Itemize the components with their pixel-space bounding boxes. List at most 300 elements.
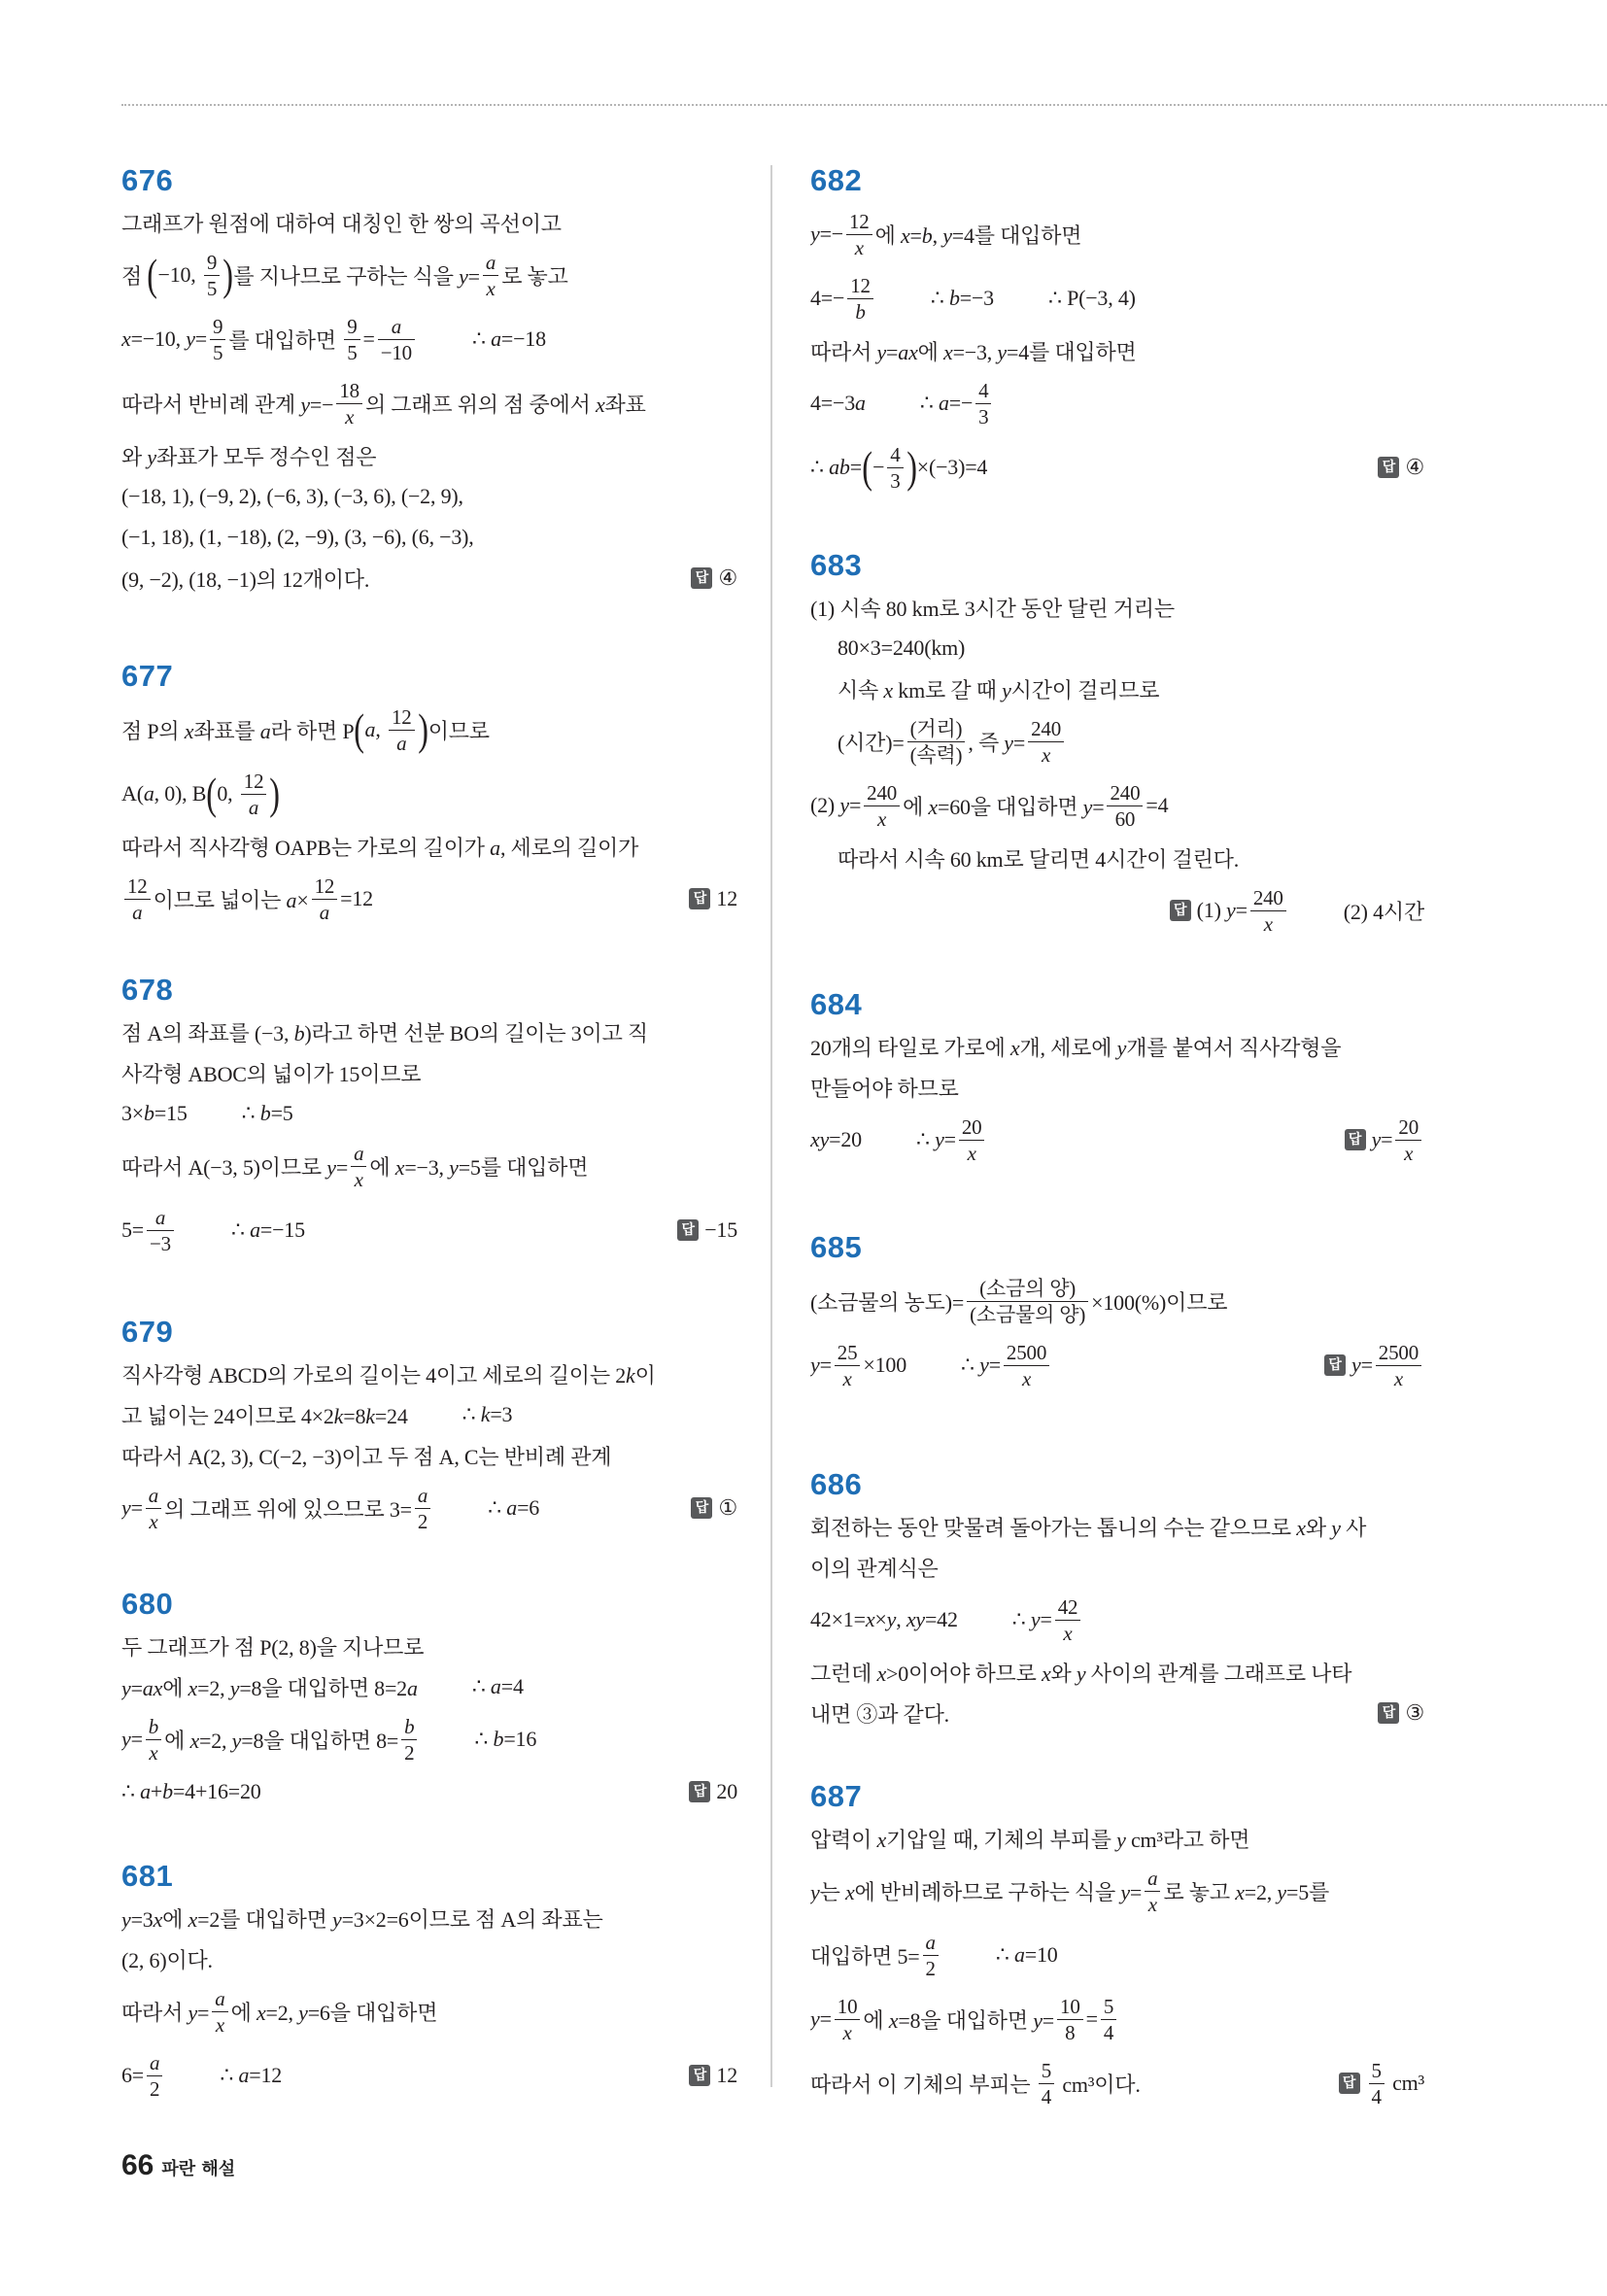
- text-run: 로 놓고: [501, 263, 568, 289]
- text-run: cm³이다.: [1057, 2072, 1141, 2097]
- math-variable: a: [148, 1483, 159, 1507]
- text-run: 20: [716, 1779, 737, 1803]
- math-variable: y: [1120, 1879, 1130, 1904]
- problem-number: 684: [810, 987, 863, 1021]
- problem-number: 683: [810, 548, 863, 582]
- fraction-denominator: 3: [887, 467, 903, 493]
- text-run: ∴ ab=: [810, 455, 862, 479]
- solution-line: [810, 2051, 1424, 2115]
- answer-badge: 답: [691, 1497, 712, 1519]
- text-run: 0,: [217, 781, 238, 805]
- math-variable: a: [140, 1779, 151, 1803]
- solution-line: [810, 266, 1424, 330]
- solution-line: [121, 1134, 737, 1198]
- math-variable: y: [188, 2000, 198, 2025]
- text-run: (−18, 1), (−9, 2), (−6, 3), (−3, 6), (−2, 9),: [121, 484, 463, 508]
- text-run: y는 x에 반비례하므로 구하는 식을 y=: [810, 1879, 1143, 1904]
- fraction-denominator: [124, 899, 151, 924]
- answer-badge: 답: [677, 1219, 699, 1241]
- text-run: 압력이 x기압일 때, 기체의 부피를 y cm³라고 하면: [810, 1827, 1250, 1852]
- text-run: 와 y좌표가 모두 정수인 점은: [121, 444, 377, 469]
- math-variable: y: [186, 326, 195, 351]
- fraction-denominator: [483, 275, 498, 300]
- text-run: (1) 시속 80 km로 3시간 동안 달린 거리는: [810, 596, 1175, 621]
- fraction-denominator: 5: [210, 339, 225, 364]
- solution-line: [121, 2043, 737, 2108]
- text-run: 점: [121, 263, 148, 289]
- fraction-numerator: 240: [1252, 885, 1283, 909]
- problem-685: [810, 1230, 1424, 1397]
- text-run: 를 대입하면: [228, 327, 342, 353]
- math-variable: a: [132, 900, 143, 924]
- math-variable: x: [215, 2012, 224, 2037]
- solution-line: [121, 243, 737, 307]
- text-run: 대입하면 5=: [810, 1943, 920, 1969]
- math-variable: y: [886, 1607, 897, 1631]
- fraction-denominator: 2: [923, 1955, 939, 1980]
- problem-686: [810, 1467, 1424, 1733]
- big-parenthesis: ): [906, 442, 917, 492]
- text-run: ∴ P(−3, 4): [1047, 286, 1136, 310]
- fraction: [1039, 2059, 1054, 2108]
- solution-line: [810, 1693, 1424, 1733]
- fraction: [1395, 1115, 1421, 1165]
- text-run: y=: [121, 1495, 143, 1520]
- text-run: 따라서 A(2, 3), C(−2, −3)이고 두 점 A, C는 반비례 관계: [121, 1444, 612, 1469]
- fraction: [1369, 2059, 1385, 2108]
- text-run: −10,: [157, 262, 201, 287]
- solution-line: [121, 1435, 737, 1476]
- fraction-denominator: [1250, 910, 1286, 936]
- text-run: (2) y=: [810, 793, 862, 817]
- fraction: [204, 251, 220, 300]
- fraction: [923, 1931, 939, 1980]
- problem-682: [810, 163, 1424, 499]
- math-variable: y: [229, 1675, 240, 1700]
- solution-line: [121, 698, 737, 762]
- fraction-denominator: [835, 1365, 861, 1390]
- fraction-denominator: 3: [975, 403, 991, 428]
- solution-line: [121, 371, 737, 435]
- text-run: 따라서 y=: [121, 2000, 210, 2025]
- problem-676: [121, 163, 737, 599]
- answer-box: [679, 565, 737, 591]
- math-variable: x: [888, 2007, 899, 2033]
- text-run: xy=20: [810, 1127, 862, 1151]
- left-column: [121, 0, 737, 2128]
- text-run: =4: [1145, 793, 1169, 817]
- text-run: ∴ a=−15: [230, 1217, 305, 1242]
- fraction-numerator: 4: [978, 378, 989, 402]
- math-variable: x: [153, 1906, 163, 1932]
- text-run: 이므로 넓이는 a×: [153, 887, 309, 912]
- fraction-numerator: [146, 1484, 161, 1508]
- math-variable: x: [1404, 1141, 1414, 1165]
- fraction: [864, 781, 900, 831]
- fraction-numerator: 240: [867, 780, 898, 805]
- fraction-numerator: [923, 1931, 939, 1955]
- text-run: 점 A의 좌표를 (−3, b)라고 하면 선분 BO의 길이는 3이고 직: [121, 1020, 648, 1045]
- math-variable: y: [121, 1495, 131, 1520]
- fraction-numerator: 9: [213, 314, 223, 338]
- fraction: [1145, 1867, 1160, 1916]
- math-variable: b: [493, 1727, 504, 1751]
- problem-680: [121, 1587, 737, 1812]
- solution-line: [121, 1354, 737, 1394]
- fraction: [907, 717, 966, 767]
- fraction-denominator: [1376, 1365, 1421, 1390]
- math-variable: x: [1393, 1366, 1403, 1390]
- math-variable: b: [404, 1714, 415, 1738]
- math-variable: y: [1277, 1879, 1286, 1904]
- math-variable: y: [121, 1675, 131, 1700]
- text-run: y=: [1371, 1127, 1393, 1151]
- math-variable: x: [486, 276, 496, 300]
- math-variable: x: [595, 392, 605, 417]
- big-parenthesis: ): [222, 250, 234, 299]
- math-variable: x: [1147, 1892, 1157, 1916]
- text-run: (2, 6)이다.: [121, 1947, 213, 1972]
- text-run: ①: [718, 1495, 737, 1520]
- big-parenthesis: ): [269, 769, 281, 818]
- text-run: 에 x=60을 대입하면 y=: [903, 794, 1105, 819]
- math-variable: y: [331, 1906, 342, 1932]
- problem-683: [810, 548, 1424, 942]
- text-run: −15: [704, 1217, 737, 1242]
- fraction-denominator: [847, 298, 873, 324]
- text-run: ∴ a=10: [995, 1942, 1058, 1967]
- text-run: 의 그래프 위의 점 중에서 x좌표: [364, 392, 646, 417]
- fraction-denominator: [336, 403, 362, 428]
- text-run: ④: [718, 565, 737, 590]
- text-run: ∴ b=−3: [930, 286, 994, 310]
- fraction-numerator: 10: [1060, 1994, 1080, 2018]
- math-variable: a: [250, 1217, 260, 1242]
- fraction-numerator: [415, 1484, 430, 1508]
- math-variable: b: [921, 223, 933, 248]
- fraction: [210, 315, 225, 364]
- solution-line: [121, 867, 737, 931]
- text-run: cm³: [1386, 2071, 1424, 2095]
- solution-line: [810, 1067, 1424, 1108]
- text-run: ∴ b=5: [241, 1101, 293, 1125]
- fraction-numerator: (거리): [909, 716, 963, 740]
- answer-badge: 답: [689, 2065, 710, 2086]
- text-run: (−1, 18), (1, −18), (2, −9), (3, −6), (6, −3),: [121, 525, 474, 549]
- text-run: 에 x=b, y=4를 대입하면: [874, 223, 1082, 248]
- math-variable: y: [147, 444, 156, 469]
- text-run: 20개의 타일로 가로에 x개, 세로에 y개를 붙여서 직사각형을: [810, 1035, 1342, 1060]
- solution-line: [121, 1394, 737, 1435]
- problem-number: 681: [121, 1859, 174, 1893]
- text-run: ∴ a=−: [919, 391, 974, 415]
- solution-line: [810, 628, 1424, 668]
- fraction: [887, 443, 903, 493]
- fraction-denominator: [1028, 741, 1064, 767]
- math-variable: x: [1021, 1366, 1032, 1390]
- math-variable: y: [1116, 1035, 1127, 1060]
- math-variable: a: [319, 900, 330, 924]
- math-variable: y: [231, 1728, 242, 1753]
- fraction: [344, 315, 359, 364]
- problem-number: 679: [121, 1315, 174, 1349]
- fraction-numerator: 12: [391, 704, 412, 729]
- math-variable: x: [1009, 1035, 1020, 1060]
- text-run: 그래프가 원점에 대하여 대칭인 한 쌍의 곡선이고: [121, 211, 562, 236]
- answer-badge: 답: [1345, 1129, 1366, 1150]
- fraction: [1107, 781, 1143, 831]
- math-variable: b: [144, 1101, 154, 1125]
- fraction-numerator: 12: [314, 874, 335, 898]
- text-run: 따라서 y=ax에 x=−3, y=4를 대입하면: [810, 339, 1137, 364]
- math-variable: y: [326, 1154, 336, 1180]
- text-run: , 즉 y=: [968, 730, 1026, 755]
- math-variable: x: [121, 326, 131, 351]
- answer-box: [1333, 1115, 1424, 1165]
- fraction-denominator: −3: [147, 1230, 174, 1255]
- fraction-numerator: 2500: [1006, 1340, 1047, 1364]
- math-variable: x: [189, 1728, 200, 1753]
- math-variable: y: [935, 1127, 944, 1151]
- fraction: [1376, 1341, 1421, 1390]
- fraction: [146, 1715, 161, 1765]
- math-variable: a: [407, 1675, 418, 1700]
- math-variable: y: [810, 1353, 820, 1377]
- solution-line: [810, 1818, 1424, 1859]
- math-variable: a: [259, 718, 271, 743]
- text-run: 5=: [121, 1217, 145, 1242]
- text-run: 에 x=2, y=8을 대입하면 8=: [164, 1728, 399, 1753]
- answer-box: [1366, 1700, 1424, 1726]
- fraction: [212, 1987, 227, 2037]
- text-run: 4=−3a: [810, 391, 866, 415]
- text-run: 내면 ③과 같다.: [810, 1701, 949, 1727]
- fraction: [835, 1995, 861, 2044]
- fraction-numerator: 20: [961, 1114, 982, 1139]
- text-run: ×100(%)이므로: [1091, 1289, 1228, 1315]
- math-variable: k: [626, 1362, 635, 1388]
- fraction-denominator: [212, 2011, 227, 2037]
- text-run: 로 놓고 x=2, y=5를: [1163, 1879, 1330, 1904]
- fraction-denominator: [1055, 1620, 1081, 1645]
- fraction: [846, 210, 872, 259]
- solution-line: [121, 1979, 737, 2043]
- problem-number: 676: [121, 163, 174, 197]
- problem-number: 682: [810, 163, 863, 197]
- big-parenthesis: (: [147, 250, 158, 299]
- math-variable: y: [298, 2000, 308, 2025]
- fraction-denominator: [1004, 1365, 1049, 1390]
- math-variable: a: [925, 1930, 936, 1954]
- text-run: (소금물의 농도)=: [810, 1289, 965, 1315]
- math-variable: y: [876, 339, 887, 364]
- text-run: 만들어야 하므로: [810, 1076, 959, 1101]
- fraction-numerator: 42: [1057, 1594, 1078, 1619]
- text-run: 시속 x km로 갈 때 y시간이 걸리므로: [838, 677, 1160, 703]
- solution-line: [121, 1052, 737, 1093]
- fraction-numerator: 240: [1031, 716, 1061, 740]
- text-run: 42×1=x×y, xy=42: [810, 1607, 958, 1631]
- solution-line: [121, 307, 737, 371]
- fraction-denominator: 8: [1057, 2019, 1083, 2044]
- math-variable: x: [865, 1607, 875, 1631]
- math-variable: x: [844, 1879, 855, 1904]
- fraction-denominator: 4: [1369, 2083, 1385, 2108]
- fraction-denominator: [241, 794, 267, 819]
- text-run: ∴ y=: [961, 1353, 1001, 1377]
- text-run: y=−: [810, 222, 843, 246]
- fraction: [1004, 1341, 1049, 1390]
- text-run: 의 그래프 위에 있으므로 3=: [164, 1496, 412, 1522]
- problem-678: [121, 973, 737, 1262]
- text-run: ∴ a=−18: [471, 326, 546, 351]
- text-run: ×(−3)=4: [916, 455, 988, 479]
- section-label: 파란 해설: [161, 2159, 236, 2179]
- solution-line: [810, 1108, 1424, 1172]
- fraction-denominator: [389, 730, 415, 755]
- solution-line: [121, 476, 737, 517]
- math-variable: y: [1331, 1515, 1341, 1540]
- big-parenthesis: (: [206, 769, 218, 818]
- text-run: y=3x에 x=2를 대입하면 y=3×2=6이므로 점 A의 좌표는: [121, 1906, 603, 1932]
- answer-box: [677, 886, 737, 911]
- fraction-numerator: [483, 251, 498, 275]
- text-run: ∴ y=: [915, 1127, 956, 1151]
- math-variable: a: [142, 1675, 154, 1700]
- fraction: [146, 1484, 161, 1533]
- math-variable: y: [810, 1879, 820, 1904]
- math-variable: a: [829, 455, 839, 479]
- fraction: [124, 874, 151, 924]
- math-variable: a: [215, 1986, 225, 2010]
- text-run: 3×b=15: [121, 1101, 188, 1125]
- solution-line: [121, 1898, 737, 1938]
- math-variable: y: [979, 1353, 989, 1377]
- fraction-numerator: [147, 2051, 162, 2075]
- fraction: [378, 315, 415, 364]
- solution-line: [121, 435, 737, 476]
- fraction-numerator: 12: [127, 874, 148, 898]
- math-variable: y: [942, 223, 952, 248]
- math-variable: x: [854, 235, 864, 259]
- math-variable: y: [915, 1607, 925, 1631]
- fraction-numerator: [153, 1206, 168, 1230]
- math-variable: b: [148, 1714, 159, 1738]
- solution-line: [810, 202, 1424, 266]
- text-run: y=ax에 x=2, y=8을 대입하면 8=2a: [121, 1675, 418, 1700]
- fraction: [389, 705, 415, 755]
- math-variable: x: [149, 1509, 158, 1533]
- fraction-numerator: 5: [1371, 2058, 1382, 2082]
- math-variable: a: [506, 1495, 518, 1520]
- fraction: [847, 274, 873, 324]
- fraction-denominator: [959, 1140, 985, 1165]
- math-variable: a: [391, 314, 401, 338]
- solution-line: [810, 709, 1424, 773]
- text-run: =: [1085, 2006, 1098, 2031]
- math-variable: a: [898, 339, 909, 364]
- fraction: [415, 1484, 430, 1533]
- fraction: [336, 379, 362, 428]
- math-variable: b: [948, 286, 960, 310]
- fraction-denominator: (속력): [907, 741, 966, 767]
- fraction: [483, 251, 498, 300]
- math-variable: y: [810, 222, 820, 246]
- text-run: x=−10, y=: [121, 326, 207, 351]
- big-parenthesis: (: [354, 704, 365, 754]
- solution-line: [121, 826, 737, 867]
- math-variable: y: [459, 263, 468, 289]
- solution-line: [121, 1938, 737, 1979]
- fraction: [967, 1277, 1088, 1326]
- math-variable: x: [256, 2000, 266, 2025]
- text-run: 그런데 x>0이어야 하므로 x와 y 사이의 관계를 그래프로 나타: [810, 1661, 1352, 1686]
- answer-badge: 답: [1339, 2073, 1360, 2094]
- math-variable: x: [908, 339, 918, 364]
- fraction: [401, 1715, 417, 1765]
- solution-line: [810, 1987, 1424, 2051]
- fraction-denominator: (소금물의 양): [967, 1301, 1088, 1326]
- fraction: [1028, 717, 1064, 767]
- fraction-denominator: [1145, 1891, 1160, 1916]
- problem-687: [810, 1779, 1424, 2115]
- problem-679: [121, 1315, 737, 1540]
- math-variable: y: [1076, 1661, 1086, 1686]
- math-variable: a: [238, 2063, 250, 2087]
- math-variable: x: [876, 1827, 887, 1852]
- solution-line: [810, 1333, 1424, 1397]
- text-run: y=: [810, 1353, 832, 1377]
- text-run: ④: [1405, 455, 1424, 479]
- fraction: [147, 1206, 174, 1255]
- answer-box: [1327, 2059, 1425, 2108]
- fraction-denominator: [1395, 1140, 1421, 1165]
- problem-number: 678: [121, 973, 174, 1007]
- text-run: 에 x=2, y=6을 대입하면: [230, 2000, 438, 2025]
- text-run: a,: [364, 717, 386, 741]
- math-variable: x: [394, 1154, 405, 1180]
- solution-line: [121, 1093, 737, 1134]
- solution-line: [121, 558, 737, 599]
- fraction-numerator: [212, 1987, 227, 2011]
- fraction: [312, 874, 338, 924]
- big-parenthesis: (: [862, 442, 872, 492]
- text-run: ③: [1405, 1700, 1424, 1725]
- math-variable: x: [1041, 742, 1051, 767]
- fraction-numerator: 18: [339, 378, 359, 402]
- answer-box: [679, 1495, 737, 1521]
- answer-badge: 답: [1170, 900, 1191, 921]
- math-variable: b: [162, 1779, 173, 1803]
- solution-line: [810, 371, 1424, 435]
- math-variable: a: [364, 717, 376, 741]
- page-number: 66: [121, 2149, 154, 2181]
- fraction-denominator: 2: [415, 1508, 430, 1533]
- fraction-denominator: [146, 1739, 161, 1765]
- text-run: 12: [716, 2063, 737, 2087]
- text-run: 회전하는 동안 맞물려 돌아가는 톱니의 수는 같으므로 x와 y 사: [810, 1515, 1367, 1540]
- text-run: ∴ b=16: [474, 1727, 537, 1751]
- solution-line: [810, 435, 1424, 499]
- math-variable: y: [1002, 677, 1011, 703]
- text-run: y=: [1351, 1353, 1373, 1377]
- math-variable: x: [184, 718, 194, 743]
- math-variable: x: [928, 794, 938, 819]
- text-run: 에 x=−3, y=5를 대입하면: [369, 1154, 589, 1180]
- column-divider: [770, 165, 772, 2087]
- text-run: 점 P의 x좌표를 a라 하면 P: [121, 718, 355, 743]
- text-run: 따라서 반비례 관계 y=−: [121, 392, 334, 417]
